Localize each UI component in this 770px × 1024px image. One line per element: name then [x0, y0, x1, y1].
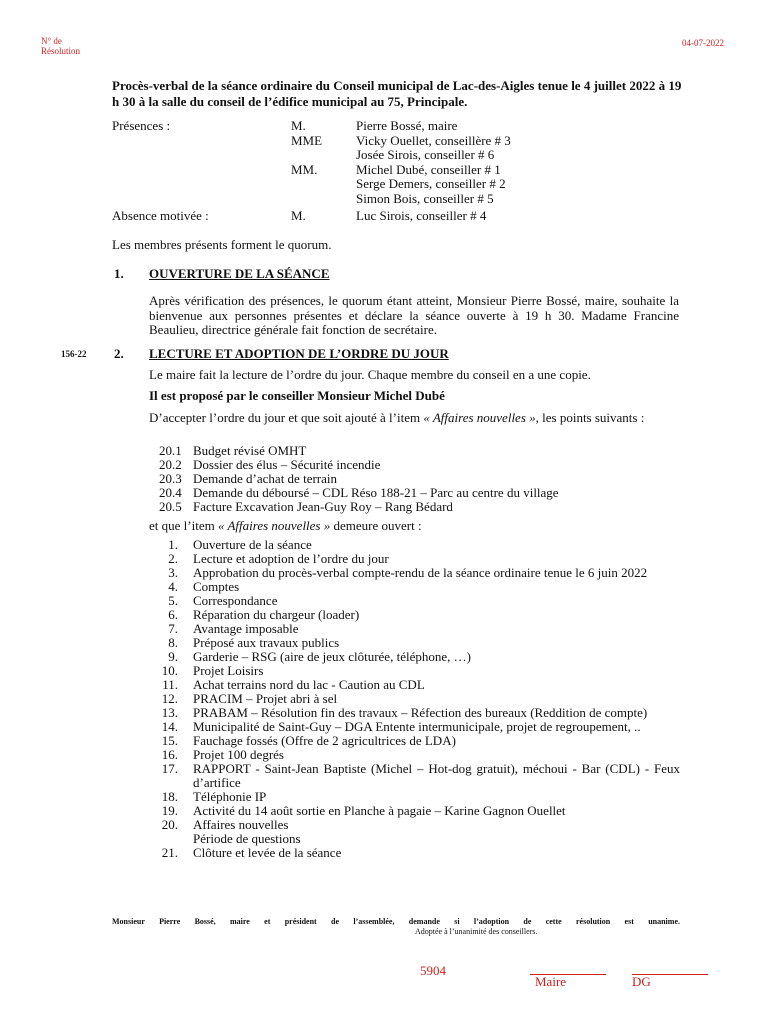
added-item-number: 20.1 — [159, 443, 182, 458]
added-item — [159, 458, 380, 472]
agenda-item-number: 16. — [161, 747, 178, 762]
agenda-item-number: 2. — [168, 551, 178, 566]
agenda-item — [150, 678, 680, 692]
agenda-item-text: Activité du 14 août sortie en Planche à pagaie – Karine Gagnon Ouellet — [193, 803, 566, 818]
agenda-item — [150, 846, 680, 860]
agenda-item-text: Municipalité de Saint-Guy – DGA Entente intermunicipale, projet de regroupement, .. — [193, 719, 641, 734]
agenda-item — [150, 636, 680, 650]
agenda-item-number: 20. — [161, 817, 178, 832]
section-2-title: LECTURE ET ADOPTION DE L’ORDRE DU JOUR — [149, 346, 449, 361]
dg-label: DG — [632, 974, 651, 989]
agenda-item-text: Comptes — [193, 579, 240, 594]
agenda-item-text: Ouverture de la séance — [193, 537, 312, 552]
added-item-text: Demande du déboursé – CDL Réso 188-21 – Parc au centre du village — [193, 485, 559, 500]
agenda-item-number: 15. — [161, 733, 178, 748]
presence-prefix: MME — [291, 132, 323, 148]
agenda-item-number: 19. — [161, 803, 178, 818]
adopted-statement: Adoptée à l’unanimité des conseillers. — [415, 927, 538, 936]
added-item-number: 20.2 — [159, 457, 182, 472]
agenda-item — [150, 622, 680, 636]
agenda-item-text: Projet Loisirs — [193, 663, 264, 678]
agenda-item-number: 8. — [168, 635, 178, 650]
page-number: 5904 — [420, 963, 446, 978]
added-item-text: Budget révisé OMHT — [193, 443, 307, 458]
agenda-item-number: 6. — [168, 607, 178, 622]
resolution-number: 156-22 — [61, 349, 87, 359]
presence-name: Vicky Ouellet, conseillère # 3 — [356, 132, 511, 148]
agenda-item-number: 14. — [161, 719, 178, 734]
agenda-item-text: Approbation du procès-verbal compte-rendu de la séance ordinaire tenue le 6 juin 2022 — [193, 565, 648, 580]
presence-prefix: MM. — [291, 161, 318, 177]
agenda-item — [150, 566, 680, 580]
agenda-item — [150, 720, 680, 734]
agenda-item-number: 11. — [162, 677, 178, 692]
agenda-item-number: 9. — [168, 649, 178, 664]
agenda-item — [150, 552, 680, 566]
agenda-item — [150, 580, 680, 594]
agenda-item-number: 1. — [168, 537, 178, 552]
maire-label: Maire — [535, 974, 567, 989]
agenda-item-text: Correspondance — [193, 593, 278, 608]
agenda-item-text: PRABAM – Résolution fin des travaux – Réfection des bureaux (Reddition de compte) — [193, 705, 648, 720]
added-item — [159, 500, 453, 514]
agenda-item — [150, 762, 680, 790]
added-item-number: 20.3 — [159, 471, 182, 486]
agenda-item-text: Projet 100 degrés — [193, 747, 284, 762]
presence-name: Michel Dubé, conseiller # 1 — [356, 161, 501, 177]
agenda-item-text: Achat terrains nord du lac - Caution au CDL — [193, 677, 425, 692]
presence-name: Pierre Bossé, maire — [356, 118, 458, 133]
agenda-item-text: RAPPORT - Saint-Jean Baptiste (Michel – Hot-dog gratuit), méchoui - Bar (CDL) - Feux d’artifice — [193, 761, 680, 790]
document-title: Procès-verbal de la séance ordinaire du Conseil municipal de Lac-des-Aigles tenue le 4 juillet 2022 à 19 h 30 à la salle du conseil de l’édifice municipal au 75, Principale. — [112, 78, 682, 109]
section-2-intro: Le maire fait la lecture de l’ordre du jour. Chaque membre du conseil en a une copie. — [149, 367, 591, 382]
agenda-item-text: Affaires nouvelles — [193, 817, 289, 832]
presence-name: Josée Sirois, conseiller # 6 — [356, 147, 495, 162]
presence-name: Serge Demers, conseiller # 2 — [356, 176, 506, 191]
added-item — [159, 444, 306, 458]
section-2-number: 2. — [114, 346, 124, 361]
agenda-item — [150, 790, 680, 804]
agenda-item-number: 18. — [161, 789, 178, 804]
agenda-item-number: 13. — [161, 705, 178, 720]
added-item-text: Dossier des élus – Sécurité incendie — [193, 457, 381, 472]
agenda-item — [150, 734, 680, 748]
presence-prefix: M. — [291, 118, 306, 133]
agenda-item-number: 7. — [168, 621, 178, 636]
agenda-item — [150, 664, 680, 678]
absence-name: Luc Sirois, conseiller # 4 — [356, 208, 487, 223]
agenda-item-text: PRACIM – Projet abri à sel — [193, 691, 338, 706]
agenda-item-text: Clôture et levée de la séance — [193, 845, 342, 860]
closing-statement: Monsieur Pierre Bossé, maire et président de l’assemblée, demande si l’adoption de cette résolution est unanime. — [112, 917, 680, 926]
item-open-text: et que l’item « Affaires nouvelles » demeure ouvert : — [149, 518, 422, 533]
absence-prefix: M. — [291, 208, 306, 223]
agenda-item-text: Fauchage fossés (Offre de 2 agricultrices de LDA) — [193, 733, 456, 748]
added-item-text: Demande d’achat de terrain — [193, 471, 338, 486]
added-item-text: Facture Excavation Jean-Guy Roy – Rang Bédard — [193, 499, 453, 514]
agenda-item — [150, 748, 680, 762]
agenda-item-text: Avantage imposable — [193, 621, 299, 636]
agenda-item-text: Téléphonie IP — [193, 789, 267, 804]
agenda-item-text: Garderie – RSG (aire de jeux clôturée, téléphone, …) — [193, 649, 471, 664]
agenda-item-number: 5. — [168, 593, 178, 608]
added-item — [159, 486, 559, 500]
agenda-item — [150, 594, 680, 608]
agenda-item — [150, 706, 680, 720]
agenda-item-text: Lecture et adoption de l’ordre du jour — [193, 551, 389, 566]
section-1-title: OUVERTURE DE LA SÉANCE — [149, 266, 330, 281]
proposed-by: Il est proposé par le conseiller Monsieur Michel Dubé — [149, 388, 445, 403]
agenda-item-text: Période de questions — [193, 831, 301, 846]
agenda-item-number: 3. — [168, 565, 178, 580]
agenda-item-text: Préposé aux travaux publics — [193, 635, 340, 650]
header-date: 04-07-2022 — [682, 38, 724, 48]
agenda-item-number: 4. — [168, 579, 178, 594]
agenda-item — [150, 818, 680, 832]
agenda-item — [150, 650, 680, 664]
absence-label: Absence motivée : — [112, 208, 209, 223]
agenda-item-number: 21. — [161, 845, 178, 860]
agenda-item-number: 10. — [161, 663, 178, 678]
agenda-item — [150, 608, 680, 622]
section-1-text: Après vérification des présences, le quorum étant atteint, Monsieur Pierre Bossé, maire, souhaite la bienvenue aux personnes présentes et déclare la séance ouverte à 19 h 30. Madame Francine Beaulieu, directrice générale fait fonction de secrétaire. — [149, 293, 679, 337]
agenda-item — [150, 804, 680, 818]
agenda-list — [150, 538, 680, 860]
added-item-number: 20.5 — [159, 499, 182, 514]
added-item-number: 20.4 — [159, 485, 182, 500]
accept-agenda-text: D’accepter l’ordre du jour et que soit ajouté à l’item « Affaires nouvelles », les points suivants : — [149, 410, 645, 425]
agenda-item — [150, 832, 680, 846]
agenda-item — [150, 538, 680, 552]
agenda-item-number: 12. — [161, 691, 178, 706]
section-1-number: 1. — [114, 266, 124, 281]
agenda-item-number: 17. — [161, 761, 178, 776]
added-item — [159, 472, 337, 486]
quorum-text: Les membres présents forment le quorum. — [112, 237, 332, 252]
agenda-item — [150, 692, 680, 706]
agenda-item-text: Réparation du chargeur (loader) — [193, 607, 360, 622]
presences-label: Présences : — [112, 118, 171, 133]
resolution-number-label: N° de Résolution — [41, 36, 81, 56]
presence-name: Simon Bois, conseiller # 5 — [356, 190, 494, 206]
